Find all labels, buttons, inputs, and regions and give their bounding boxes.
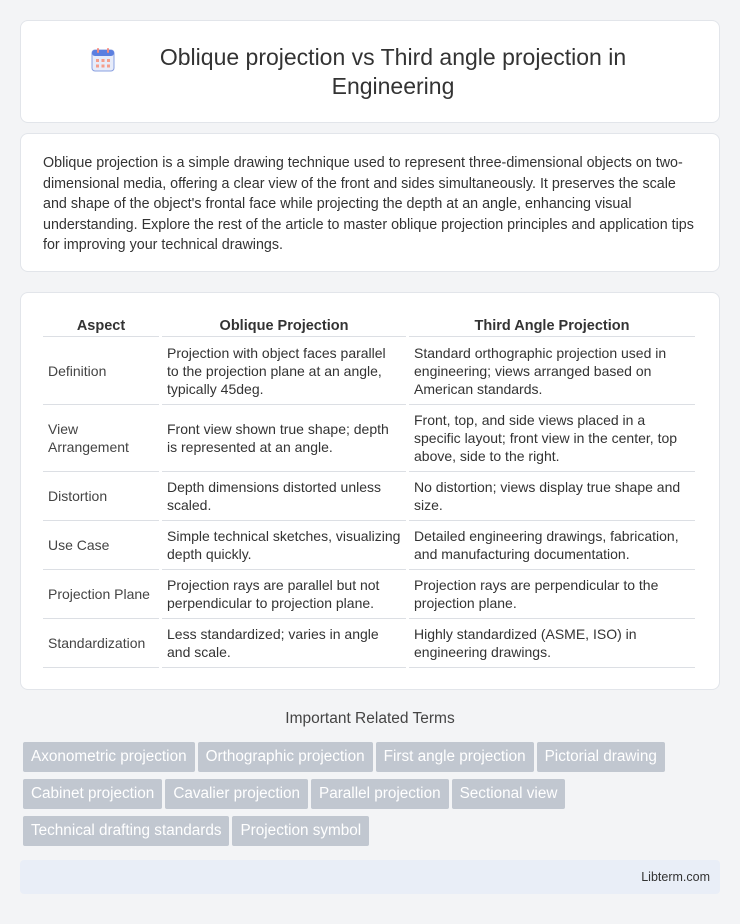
- intro-card: [20, 133, 720, 272]
- comparison-table: [40, 311, 698, 668]
- cell-third-angle: Detailed engineering drawings, fabrication, and manufacturing documentation.: [409, 521, 695, 570]
- table-row: [43, 521, 695, 570]
- title-card: [20, 20, 720, 123]
- column-header-aspect: Aspect: [43, 311, 159, 337]
- footer-site-link[interactable]: Libterm.com: [641, 870, 710, 884]
- page-title: Oblique projection vs Third angle projection in Engineering: [159, 43, 627, 99]
- related-terms-heading: Important Related Terms: [285, 710, 455, 727]
- related-term-tag[interactable]: Cavalier projection: [165, 779, 308, 809]
- related-term-tag[interactable]: Pictorial drawing: [537, 742, 665, 772]
- cell-aspect: Definition: [43, 337, 159, 405]
- intro-text: Oblique projection is a simple drawing technique used to represent three-dimensional objects on two-dimensional media, offering a clear view of the front and sides simultaneously. It preserves the scale and shape of the object's frontal face while projecting the depth at an angle, enhancing visual understanding. Explore the rest of the article to master oblique projection principles and application tips for improving your technical drawings.: [43, 155, 694, 253]
- cell-aspect: Standardization: [43, 619, 159, 668]
- related-term-tag[interactable]: Axonometric projection: [23, 742, 195, 772]
- table-header-row: [43, 311, 695, 337]
- cell-oblique: Projection with object faces parallel to the projection plane at an angle, typically 45deg.: [162, 337, 406, 405]
- cell-aspect: Distortion: [43, 472, 159, 521]
- cell-oblique: Depth dimensions distorted unless scaled.: [162, 472, 406, 521]
- table-row: [43, 337, 695, 405]
- cell-aspect: View Arrangement: [43, 405, 159, 472]
- column-header-third-angle: Third Angle Projection: [409, 311, 695, 337]
- related-term-tag[interactable]: Sectional view: [452, 779, 566, 809]
- related-term-tag[interactable]: Projection symbol: [232, 816, 369, 846]
- cell-third-angle: Standard orthographic projection used in engineering; views arranged based on American standards.: [409, 337, 695, 405]
- cell-aspect: Projection Plane: [43, 570, 159, 619]
- cell-third-angle: Front, top, and side views placed in a specific layout; front view in the center, top above, side to the right.: [409, 405, 695, 472]
- related-terms-list: [23, 742, 723, 853]
- related-term-tag[interactable]: First angle projection: [376, 742, 534, 772]
- related-term-tag[interactable]: Cabinet projection: [23, 779, 162, 809]
- related-term-tag[interactable]: Orthographic projection: [198, 742, 373, 772]
- footer: [20, 860, 720, 894]
- table-row: [43, 619, 695, 668]
- related-term-tag[interactable]: Technical drafting standards: [23, 816, 229, 846]
- cell-third-angle: Highly standardized (ASME, ISO) in engineering drawings.: [409, 619, 695, 668]
- cell-third-angle: Projection rays are perpendicular to the projection plane.: [409, 570, 695, 619]
- cell-aspect: Use Case: [43, 521, 159, 570]
- column-header-oblique: Oblique Projection: [162, 311, 406, 337]
- cell-third-angle: No distortion; views display true shape and size.: [409, 472, 695, 521]
- comparison-table-card: [20, 292, 720, 690]
- cell-oblique: Less standardized; varies in angle and scale.: [162, 619, 406, 668]
- cell-oblique: Projection rays are parallel but not perpendicular to projection plane.: [162, 570, 406, 619]
- calendar-icon: [90, 47, 116, 73]
- table-row: [43, 570, 695, 619]
- related-term-tag[interactable]: Parallel projection: [311, 779, 449, 809]
- table-row: [43, 472, 695, 521]
- table-row: [43, 405, 695, 472]
- cell-oblique: Front view shown true shape; depth is represented at an angle.: [162, 405, 406, 472]
- cell-oblique: Simple technical sketches, visualizing depth quickly.: [162, 521, 406, 570]
